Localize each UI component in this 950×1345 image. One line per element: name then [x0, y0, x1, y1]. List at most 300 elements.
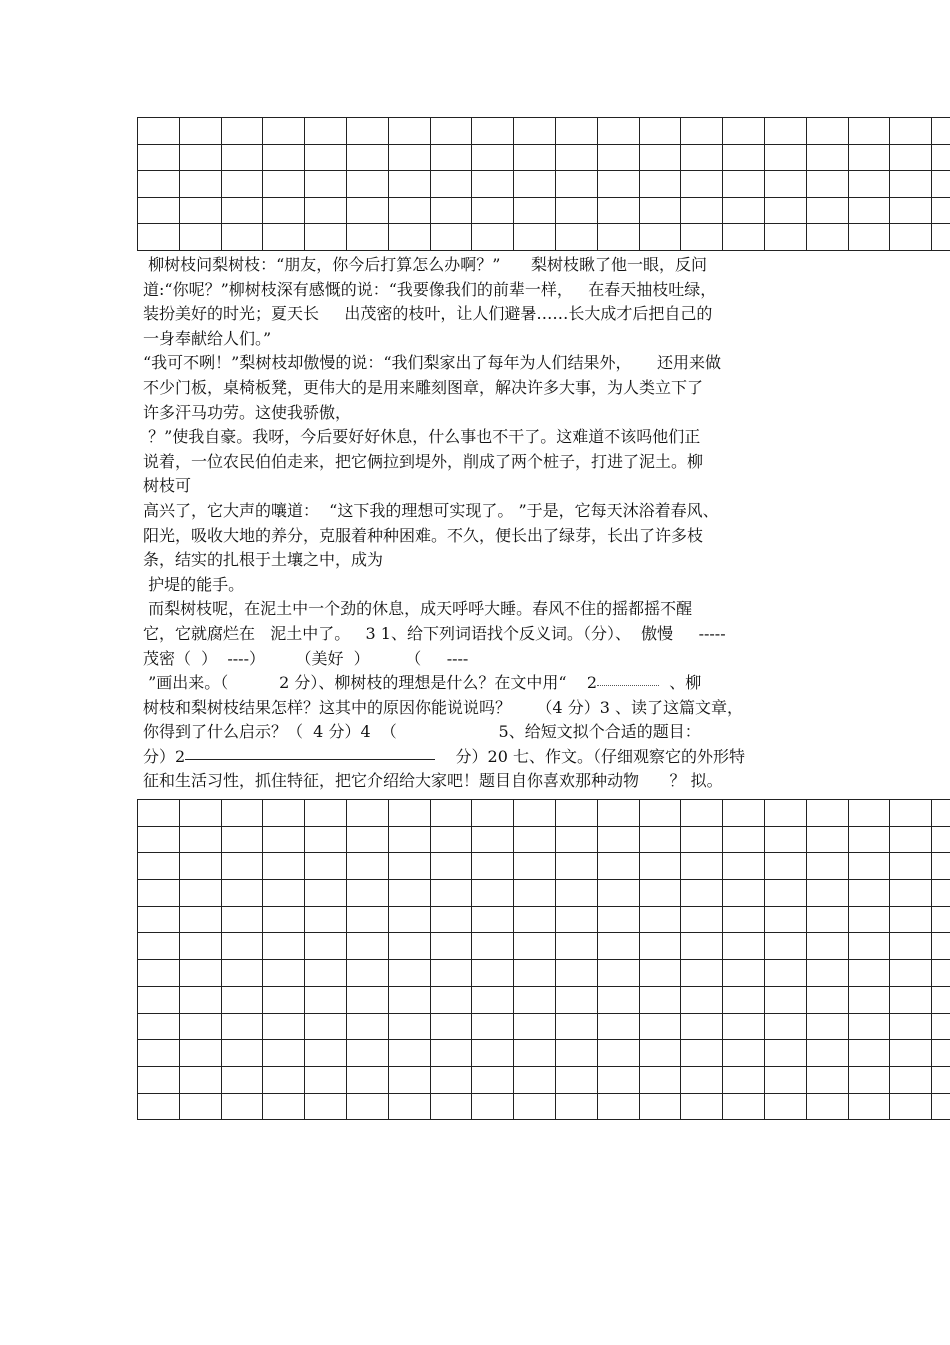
grid-cell[interactable] [849, 907, 891, 934]
grid-cell[interactable] [556, 224, 598, 251]
grid-cell[interactable] [932, 198, 950, 225]
grid-cell[interactable] [222, 880, 264, 907]
grid-cell[interactable] [556, 853, 598, 880]
grid-cell[interactable] [890, 800, 932, 827]
grid-cell[interactable] [305, 827, 347, 854]
grid-cell[interactable] [222, 1014, 264, 1041]
grid-cell[interactable] [389, 987, 431, 1014]
grid-cell[interactable] [431, 800, 473, 827]
grid-cell[interactable] [765, 224, 807, 251]
grid-cell[interactable] [556, 960, 598, 987]
grid-cell[interactable] [932, 1067, 950, 1094]
grid-cell[interactable] [932, 118, 950, 145]
grid-cell[interactable] [138, 880, 180, 907]
grid-cell[interactable] [180, 224, 222, 251]
grid-cell[interactable] [222, 1094, 264, 1121]
grid-cell[interactable] [765, 960, 807, 987]
grid-cell[interactable] [514, 1094, 556, 1121]
grid-cell[interactable] [431, 987, 473, 1014]
grid-cell[interactable] [807, 224, 849, 251]
grid-cell[interactable] [305, 880, 347, 907]
grid-cell[interactable] [514, 987, 556, 1014]
grid-cell[interactable] [640, 1094, 682, 1121]
grid-cell[interactable] [305, 145, 347, 172]
grid-cell[interactable] [514, 1067, 556, 1094]
grid-cell[interactable] [222, 198, 264, 225]
grid-cell[interactable] [598, 224, 640, 251]
grid-cell[interactable] [556, 1040, 598, 1067]
grid-cell[interactable] [681, 827, 723, 854]
grid-cell[interactable] [890, 1040, 932, 1067]
grid-cell[interactable] [514, 224, 556, 251]
grid-cell[interactable] [723, 118, 765, 145]
grid-cell[interactable] [138, 907, 180, 934]
grid-cell[interactable] [389, 1040, 431, 1067]
grid-cell[interactable] [640, 800, 682, 827]
grid-cell[interactable] [765, 907, 807, 934]
grid-cell[interactable] [849, 827, 891, 854]
grid-cell[interactable] [849, 171, 891, 198]
grid-cell[interactable] [472, 224, 514, 251]
grid-cell[interactable] [932, 933, 950, 960]
grid-cell[interactable] [347, 1014, 389, 1041]
grid-cell[interactable] [138, 1094, 180, 1121]
grid-cell[interactable] [305, 1094, 347, 1121]
grid-cell[interactable] [431, 907, 473, 934]
grid-cell[interactable] [723, 198, 765, 225]
grid-cell[interactable] [138, 171, 180, 198]
grid-cell[interactable] [932, 171, 950, 198]
grid-cell[interactable] [138, 800, 180, 827]
grid-cell[interactable] [681, 933, 723, 960]
grid-cell[interactable] [723, 987, 765, 1014]
grid-cell[interactable] [347, 171, 389, 198]
grid-cell[interactable] [347, 198, 389, 225]
grid-cell[interactable] [263, 1014, 305, 1041]
grid-cell[interactable] [389, 880, 431, 907]
grid-cell[interactable] [431, 827, 473, 854]
grid-cell[interactable] [431, 1067, 473, 1094]
grid-cell[interactable] [305, 1040, 347, 1067]
grid-cell[interactable] [472, 1014, 514, 1041]
grid-cell[interactable] [932, 880, 950, 907]
grid-cell[interactable] [598, 933, 640, 960]
grid-cell[interactable] [389, 118, 431, 145]
grid-cell[interactable] [890, 224, 932, 251]
grid-cell[interactable] [890, 145, 932, 172]
grid-cell[interactable] [263, 987, 305, 1014]
grid-cell[interactable] [849, 224, 891, 251]
grid-cell[interactable] [640, 145, 682, 172]
answer-blank[interactable] [185, 745, 435, 760]
grid-cell[interactable] [932, 1094, 950, 1121]
grid-cell[interactable] [263, 1094, 305, 1121]
grid-cell[interactable] [222, 933, 264, 960]
grid-cell[interactable] [347, 224, 389, 251]
grid-cell[interactable] [849, 118, 891, 145]
grid-cell[interactable] [472, 987, 514, 1014]
grid-cell[interactable] [598, 1040, 640, 1067]
grid-cell[interactable] [556, 827, 598, 854]
grid-cell[interactable] [556, 1014, 598, 1041]
grid-cell[interactable] [514, 198, 556, 225]
grid-cell[interactable] [347, 1040, 389, 1067]
grid-cell[interactable] [305, 1067, 347, 1094]
grid-cell[interactable] [598, 827, 640, 854]
grid-cell[interactable] [472, 1040, 514, 1067]
grid-cell[interactable] [681, 960, 723, 987]
grid-cell[interactable] [222, 827, 264, 854]
grid-cell[interactable] [849, 933, 891, 960]
grid-cell[interactable] [138, 1067, 180, 1094]
grid-cell[interactable] [849, 800, 891, 827]
grid-cell[interactable] [263, 933, 305, 960]
grid-cell[interactable] [180, 1014, 222, 1041]
grid-cell[interactable] [180, 145, 222, 172]
grid-cell[interactable] [681, 1067, 723, 1094]
grid-cell[interactable] [556, 198, 598, 225]
grid-cell[interactable] [807, 880, 849, 907]
grid-cell[interactable] [514, 145, 556, 172]
grid-cell[interactable] [890, 1094, 932, 1121]
grid-cell[interactable] [890, 1067, 932, 1094]
grid-cell[interactable] [263, 853, 305, 880]
grid-cell[interactable] [431, 171, 473, 198]
grid-cell[interactable] [640, 880, 682, 907]
grid-cell[interactable] [514, 960, 556, 987]
grid-cell[interactable] [765, 145, 807, 172]
grid-cell[interactable] [305, 118, 347, 145]
grid-cell[interactable] [180, 1040, 222, 1067]
grid-cell[interactable] [932, 827, 950, 854]
grid-cell[interactable] [514, 827, 556, 854]
grid-cell[interactable] [681, 171, 723, 198]
grid-cell[interactable] [514, 907, 556, 934]
grid-cell[interactable] [640, 198, 682, 225]
grid-cell[interactable] [681, 1040, 723, 1067]
grid-cell[interactable] [389, 145, 431, 172]
grid-cell[interactable] [807, 1067, 849, 1094]
grid-cell[interactable] [807, 827, 849, 854]
grid-cell[interactable] [640, 827, 682, 854]
grid-cell[interactable] [723, 224, 765, 251]
grid-cell[interactable] [389, 800, 431, 827]
grid-cell[interactable] [138, 960, 180, 987]
grid-cell[interactable] [807, 907, 849, 934]
grid-cell[interactable] [431, 960, 473, 987]
grid-cell[interactable] [890, 987, 932, 1014]
grid-cell[interactable] [347, 800, 389, 827]
grid-cell[interactable] [807, 1094, 849, 1121]
grid-cell[interactable] [431, 1094, 473, 1121]
grid-cell[interactable] [431, 118, 473, 145]
grid-cell[interactable] [723, 960, 765, 987]
grid-cell[interactable] [765, 171, 807, 198]
grid-cell[interactable] [138, 1014, 180, 1041]
grid-cell[interactable] [681, 800, 723, 827]
grid-cell[interactable] [389, 198, 431, 225]
grid-cell[interactable] [472, 933, 514, 960]
grid-cell[interactable] [222, 960, 264, 987]
grid-cell[interactable] [598, 880, 640, 907]
grid-cell[interactable] [180, 1094, 222, 1121]
grid-cell[interactable] [138, 118, 180, 145]
grid-cell[interactable] [305, 907, 347, 934]
grid-cell[interactable] [932, 987, 950, 1014]
grid-cell[interactable] [681, 1094, 723, 1121]
grid-cell[interactable] [222, 1067, 264, 1094]
grid-cell[interactable] [431, 1040, 473, 1067]
grid-cell[interactable] [807, 800, 849, 827]
grid-cell[interactable] [347, 880, 389, 907]
grid-cell[interactable] [681, 198, 723, 225]
grid-cell[interactable] [723, 933, 765, 960]
grid-cell[interactable] [849, 960, 891, 987]
grid-cell[interactable] [389, 853, 431, 880]
grid-cell[interactable] [849, 1014, 891, 1041]
grid-cell[interactable] [640, 960, 682, 987]
grid-cell[interactable] [180, 880, 222, 907]
grid-cell[interactable] [723, 800, 765, 827]
grid-cell[interactable] [222, 171, 264, 198]
grid-cell[interactable] [222, 224, 264, 251]
grid-cell[interactable] [263, 907, 305, 934]
grid-cell[interactable] [556, 171, 598, 198]
grid-cell[interactable] [472, 800, 514, 827]
grid-cell[interactable] [263, 800, 305, 827]
grid-cell[interactable] [723, 880, 765, 907]
grid-cell[interactable] [263, 1067, 305, 1094]
grid-cell[interactable] [681, 853, 723, 880]
grid-cell[interactable] [765, 118, 807, 145]
grid-cell[interactable] [347, 907, 389, 934]
grid-cell[interactable] [765, 1014, 807, 1041]
grid-cell[interactable] [890, 853, 932, 880]
grid-cell[interactable] [681, 1014, 723, 1041]
grid-cell[interactable] [263, 118, 305, 145]
grid-cell[interactable] [890, 907, 932, 934]
grid-cell[interactable] [807, 1040, 849, 1067]
grid-cell[interactable] [263, 880, 305, 907]
grid-cell[interactable] [598, 118, 640, 145]
grid-cell[interactable] [807, 853, 849, 880]
grid-cell[interactable] [723, 827, 765, 854]
grid-cell[interactable] [431, 853, 473, 880]
grid-cell[interactable] [389, 1014, 431, 1041]
grid-cell[interactable] [765, 987, 807, 1014]
grid-cell[interactable] [347, 987, 389, 1014]
grid-cell[interactable] [556, 933, 598, 960]
grid-cell[interactable] [263, 171, 305, 198]
grid-cell[interactable] [807, 1014, 849, 1041]
grid-cell[interactable] [263, 1040, 305, 1067]
grid-cell[interactable] [556, 118, 598, 145]
grid-cell[interactable] [890, 933, 932, 960]
grid-cell[interactable] [138, 827, 180, 854]
grid-cell[interactable] [514, 171, 556, 198]
grid-cell[interactable] [514, 933, 556, 960]
grid-cell[interactable] [472, 171, 514, 198]
grid-cell[interactable] [681, 224, 723, 251]
grid-cell[interactable] [347, 853, 389, 880]
grid-cell[interactable] [389, 933, 431, 960]
grid-cell[interactable] [472, 960, 514, 987]
grid-cell[interactable] [472, 827, 514, 854]
grid-cell[interactable] [472, 118, 514, 145]
grid-cell[interactable] [598, 960, 640, 987]
grid-cell[interactable] [138, 145, 180, 172]
grid-cell[interactable] [807, 933, 849, 960]
grid-cell[interactable] [723, 1094, 765, 1121]
grid-cell[interactable] [222, 145, 264, 172]
grid-cell[interactable] [598, 853, 640, 880]
grid-cell[interactable] [389, 960, 431, 987]
grid-cell[interactable] [640, 853, 682, 880]
grid-cell[interactable] [347, 960, 389, 987]
grid-cell[interactable] [556, 1094, 598, 1121]
grid-cell[interactable] [138, 224, 180, 251]
grid-cell[interactable] [180, 853, 222, 880]
grid-cell[interactable] [180, 827, 222, 854]
grid-cell[interactable] [598, 987, 640, 1014]
grid-cell[interactable] [932, 800, 950, 827]
grid-cell[interactable] [514, 1014, 556, 1041]
grid-cell[interactable] [765, 1094, 807, 1121]
grid-cell[interactable] [640, 224, 682, 251]
grid-cell[interactable] [305, 224, 347, 251]
grid-cell[interactable] [640, 933, 682, 960]
grid-cell[interactable] [431, 1014, 473, 1041]
grid-cell[interactable] [180, 118, 222, 145]
grid-cell[interactable] [598, 1067, 640, 1094]
grid-cell[interactable] [598, 1094, 640, 1121]
grid-cell[interactable] [598, 800, 640, 827]
grid-cell[interactable] [932, 960, 950, 987]
grid-cell[interactable] [222, 118, 264, 145]
grid-cell[interactable] [640, 1014, 682, 1041]
grid-cell[interactable] [389, 224, 431, 251]
grid-cell[interactable] [849, 1040, 891, 1067]
grid-cell[interactable] [305, 960, 347, 987]
grid-cell[interactable] [347, 933, 389, 960]
grid-cell[interactable] [263, 224, 305, 251]
grid-cell[interactable] [431, 933, 473, 960]
grid-cell[interactable] [598, 171, 640, 198]
grid-cell[interactable] [932, 1014, 950, 1041]
grid-cell[interactable] [263, 198, 305, 225]
grid-cell[interactable] [849, 880, 891, 907]
grid-cell[interactable] [389, 907, 431, 934]
grid-cell[interactable] [138, 1040, 180, 1067]
grid-cell[interactable] [138, 198, 180, 225]
grid-cell[interactable] [389, 827, 431, 854]
grid-cell[interactable] [347, 118, 389, 145]
grid-cell[interactable] [640, 171, 682, 198]
grid-cell[interactable] [640, 1067, 682, 1094]
grid-cell[interactable] [932, 224, 950, 251]
grid-cell[interactable] [472, 907, 514, 934]
grid-cell[interactable] [305, 198, 347, 225]
grid-cell[interactable] [389, 171, 431, 198]
grid-cell[interactable] [472, 853, 514, 880]
grid-cell[interactable] [765, 1040, 807, 1067]
grid-cell[interactable] [431, 145, 473, 172]
grid-cell[interactable] [431, 198, 473, 225]
grid-cell[interactable] [849, 145, 891, 172]
grid-cell[interactable] [598, 907, 640, 934]
grid-cell[interactable] [765, 827, 807, 854]
grid-cell[interactable] [723, 1014, 765, 1041]
grid-cell[interactable] [472, 198, 514, 225]
grid-cell[interactable] [932, 907, 950, 934]
grid-cell[interactable] [723, 853, 765, 880]
grid-cell[interactable] [514, 880, 556, 907]
grid-cell[interactable] [640, 1040, 682, 1067]
grid-cell[interactable] [263, 960, 305, 987]
grid-cell[interactable] [890, 880, 932, 907]
grid-cell[interactable] [556, 987, 598, 1014]
grid-cell[interactable] [890, 827, 932, 854]
grid-cell[interactable] [514, 800, 556, 827]
grid-cell[interactable] [890, 171, 932, 198]
grid-cell[interactable] [472, 1094, 514, 1121]
grid-cell[interactable] [556, 1067, 598, 1094]
grid-cell[interactable] [263, 145, 305, 172]
grid-cell[interactable] [180, 960, 222, 987]
grid-cell[interactable] [472, 1067, 514, 1094]
grid-cell[interactable] [222, 853, 264, 880]
grid-cell[interactable] [807, 960, 849, 987]
grid-cell[interactable] [681, 118, 723, 145]
grid-cell[interactable] [598, 145, 640, 172]
grid-cell[interactable] [765, 800, 807, 827]
grid-cell[interactable] [765, 198, 807, 225]
grid-cell[interactable] [723, 145, 765, 172]
grid-cell[interactable] [640, 907, 682, 934]
grid-cell[interactable] [222, 800, 264, 827]
grid-cell[interactable] [849, 198, 891, 225]
grid-cell[interactable] [305, 800, 347, 827]
grid-cell[interactable] [849, 853, 891, 880]
grid-cell[interactable] [849, 1067, 891, 1094]
grid-cell[interactable] [807, 198, 849, 225]
grid-cell[interactable] [180, 198, 222, 225]
grid-cell[interactable] [765, 933, 807, 960]
grid-cell[interactable] [598, 1014, 640, 1041]
grid-cell[interactable] [681, 987, 723, 1014]
grid-cell[interactable] [890, 960, 932, 987]
grid-cell[interactable] [222, 907, 264, 934]
grid-cell[interactable] [556, 907, 598, 934]
grid-cell[interactable] [347, 827, 389, 854]
grid-cell[interactable] [514, 853, 556, 880]
grid-cell[interactable] [389, 1094, 431, 1121]
grid-cell[interactable] [765, 1067, 807, 1094]
grid-cell[interactable] [347, 1067, 389, 1094]
grid-cell[interactable] [180, 800, 222, 827]
grid-cell[interactable] [681, 907, 723, 934]
grid-cell[interactable] [514, 1040, 556, 1067]
grid-cell[interactable] [222, 987, 264, 1014]
grid-cell[interactable] [305, 171, 347, 198]
grid-cell[interactable] [305, 933, 347, 960]
grid-cell[interactable] [765, 853, 807, 880]
grid-cell[interactable] [556, 800, 598, 827]
grid-cell[interactable] [723, 907, 765, 934]
grid-cell[interactable] [514, 118, 556, 145]
grid-cell[interactable] [640, 118, 682, 145]
grid-cell[interactable] [807, 118, 849, 145]
